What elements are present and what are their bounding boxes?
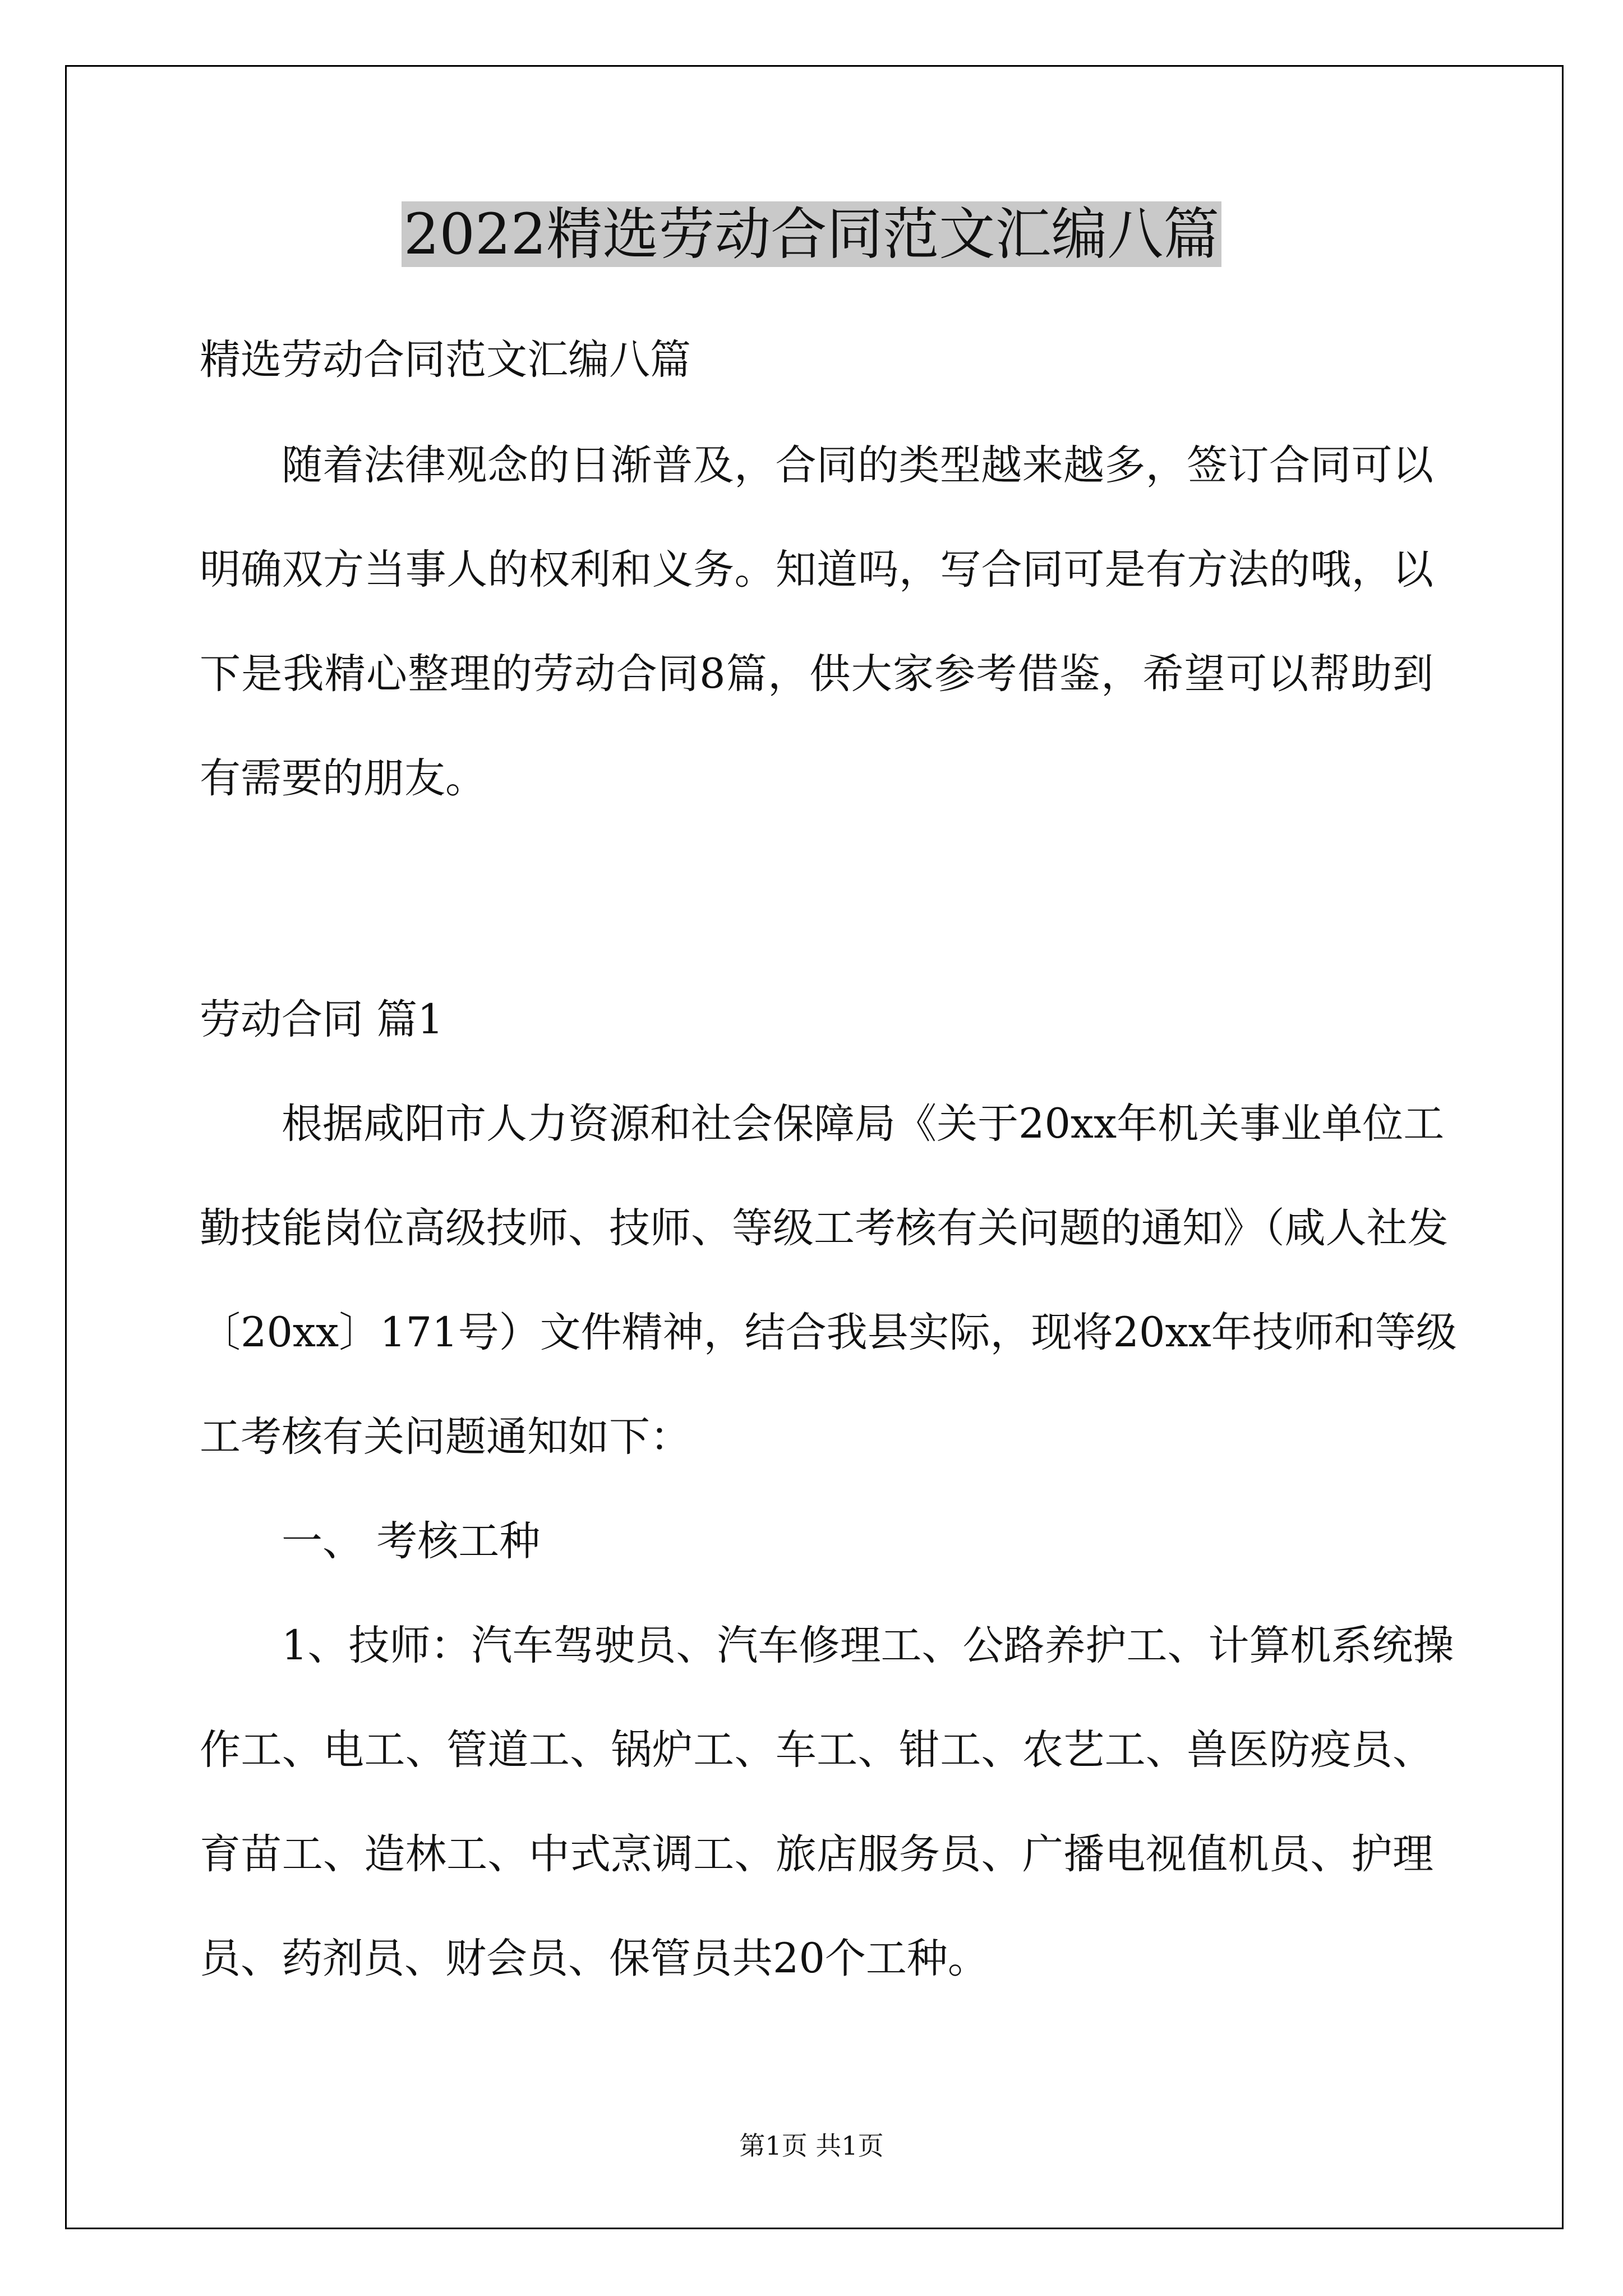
- intro-line: 随着法律观念的日渐普及，合同的类型越来越多，签订合同可以: [282, 441, 1433, 489]
- section-heading: 劳动合同 篇1: [200, 996, 444, 1043]
- intro-line: 下是我精心整理的劳动合同8篇，供大家参考借鉴，希望可以帮助到: [200, 650, 1433, 698]
- item-line: 育苗工、造林工、中式烹调工、旅店服务员、广播电视值机员、护理: [200, 1830, 1433, 1878]
- section-line: 根据咸阳市人力资源和社会保障局《关于20xx年机关事业单位工: [282, 1100, 1445, 1148]
- item-line: 员、药剂员、财会员、保管员共20个工种。: [200, 1935, 989, 1982]
- section-line: 〔20xx〕171号）文件精神，结合我县实际，现将20xx年技师和等级: [200, 1309, 1457, 1356]
- document-title: [0, 195, 1623, 274]
- page-footer: 第1页 共1页: [739, 2131, 884, 2161]
- intro-line: 明确双方当事人的权利和义务。知道吗，写合同可是有方法的哦，以: [200, 546, 1433, 593]
- item-line: 1、技师：汽车驾驶员、汽车修理工、公路养护工、计算机系统操: [282, 1622, 1454, 1669]
- item-line: 作工、电工、管道工、锅炉工、车工、钳工、农艺工、兽医防疫员、: [200, 1726, 1433, 1774]
- intro-line: 有需要的朋友。: [200, 754, 486, 802]
- document-title-text: 2022精选劳动合同范文汇编八篇: [402, 201, 1222, 267]
- item-heading: 一、 考核工种: [282, 1517, 541, 1565]
- document-subtitle: 精选劳动合同范文汇编八篇: [200, 336, 691, 384]
- section-line: 工考核有关问题通知如下：: [200, 1413, 691, 1461]
- section-line: 勤技能岗位高级技师、技师、等级工考核有关问题的通知》（咸人社发: [200, 1204, 1449, 1252]
